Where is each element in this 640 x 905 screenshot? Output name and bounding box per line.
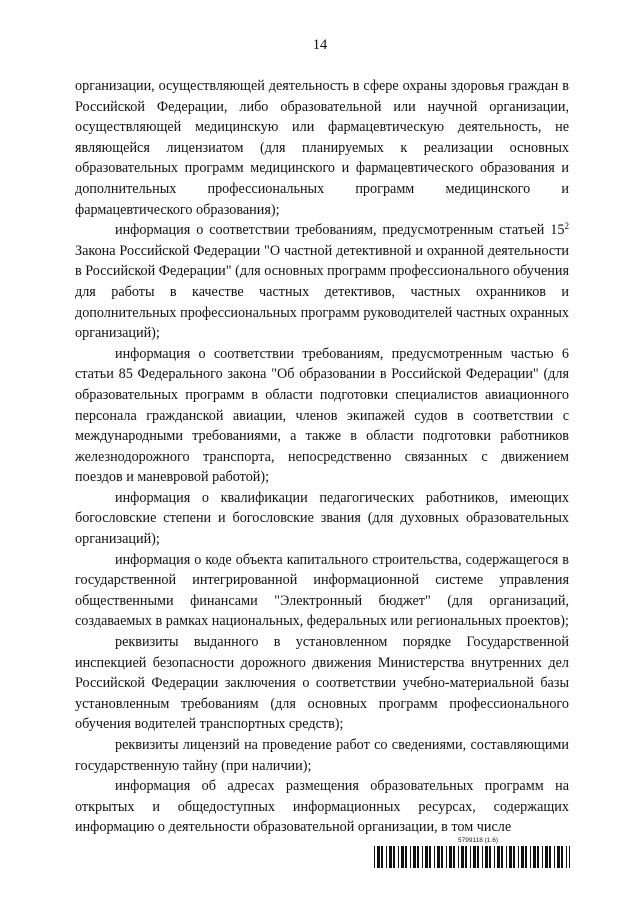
barcode: [374, 846, 570, 868]
page-number: 14: [312, 37, 328, 53]
paragraph-2-text-before: информация о соответствии требованиям, предусмотренным статьей 15: [115, 222, 565, 239]
barcode-caption: 5799118 (1.6): [458, 837, 498, 844]
paragraph-8: информация об адресах размещения образовательных программ на открытых и общедоступных информационных ресурсах, содержащих информацию о деятельности образовательной организации, в том числе: [75, 778, 569, 836]
body-text: [75, 76, 569, 838]
paragraph-2: [75, 220, 569, 344]
paragraph-2-superscript: 2: [564, 221, 569, 232]
paragraph-7: реквизиты лицензий на проведение работ со сведениями, составляющими государственную тайну (при наличии);: [75, 737, 569, 774]
paragraph-1: организации, осуществляющей деятельность в сфере охраны здоровья граждан в Российской Федерации, либо образовательной или научной организации, осуществляющей медицинскую или фармацевтическую деятельность, не являющейся лицензиатом (для планируемых к реализации основных образовательных программ медицинского и фармацевтического образования и дополнительных профессиональных программ медицинского и фармацевтического образования);: [75, 78, 569, 218]
paragraph-5: информация о коде объекта капитального строительства, содержащегося в государственной интегрированной информационной системе управления общественными финансами "Электронный бюджет" (для организаций, создаваемых в рамках национальных, федеральных или региональных проектов);: [75, 551, 569, 630]
paragraph-2-text-after: Закона Российской Федерации "О частной детективной и охранной деятельности в Российской Федерации" (для основных программ профессионального обучения для работы в качестве частных детективов, частных охранников и дополнительных профессиональных программ руководителей частных охранных организаций);: [75, 242, 569, 342]
paragraph-4: информация о квалификации педагогических работников, имеющих богословские степени и богословские звания (для духовных образовательных организаций);: [75, 489, 569, 548]
paragraph-6: реквизиты выданного в установленном порядке Государственной инспекцией безопасности дорожного движения Министерства внутренних дел Российской Федерации заключения о соответствии учебно-материальной базы установленным требованиям (для основных программ профессионального обучения водителей транспортных средств);: [75, 634, 569, 733]
paragraph-3: информация о соответствии требованиям, предусмотренным частью 6 статьи 85 Федерального закона "Об образовании в Российской Федерации" (для образовательных программ в области подготовки специалистов авиационного персонала гражданской авиации, членов экипажей судов в соответствии с международными требованиями, а также в области подготовки работников железнодорожного транспорта, непосредственно связанных с движением поездов и маневровой работой);: [75, 345, 569, 486]
